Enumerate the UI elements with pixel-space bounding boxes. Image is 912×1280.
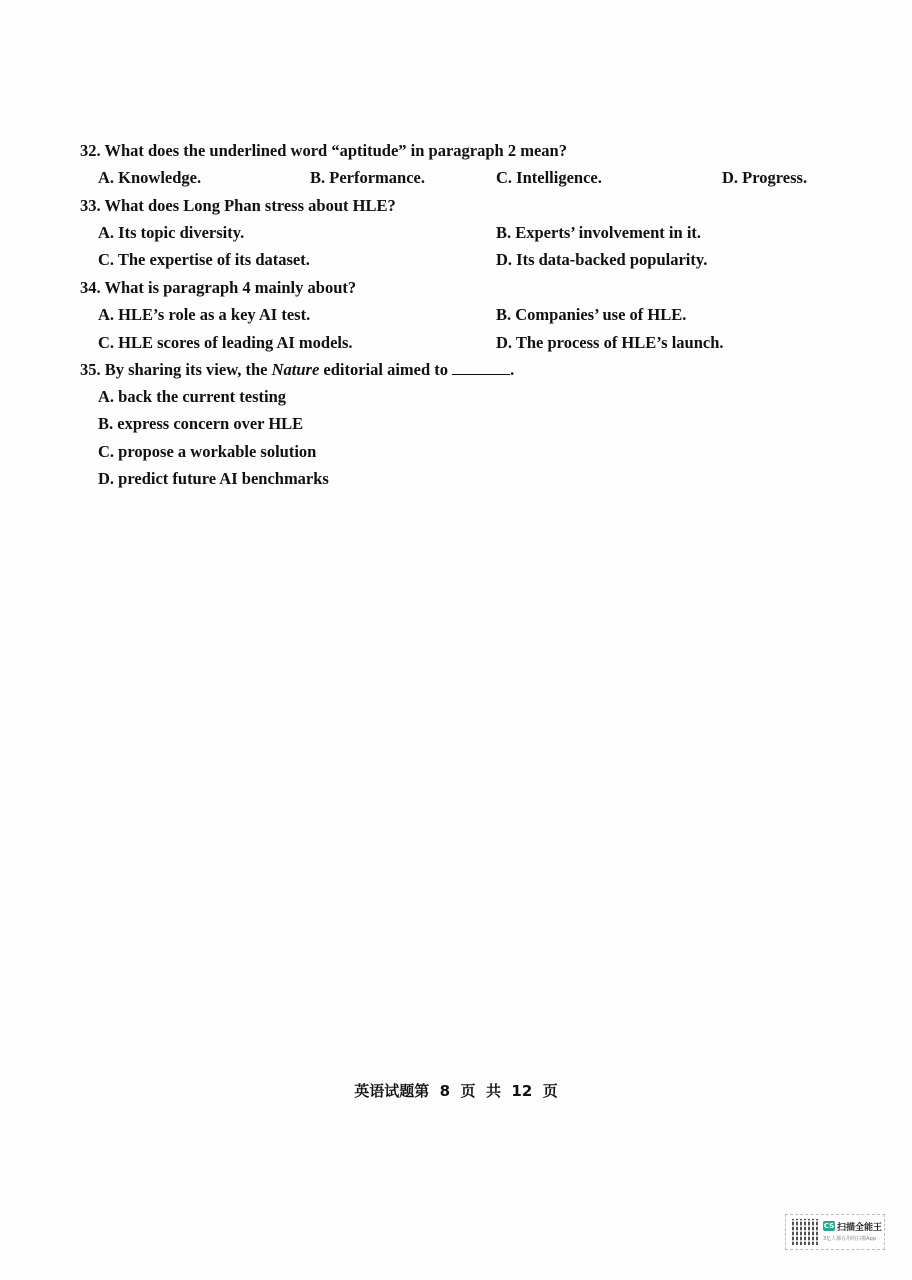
question-32-option-a: A. Knowledge. <box>98 168 202 187</box>
question-32-option-c: C. Intelligence. <box>496 168 602 187</box>
question-34-option-b: B. Companies’ use of HLE. <box>496 305 687 324</box>
question-33-option-a: A. Its topic diversity. <box>98 223 245 242</box>
answer-blank <box>452 360 510 375</box>
qr-code-icon <box>792 1219 818 1245</box>
scanner-badge-title: 扫描全能王 <box>837 1223 883 1233</box>
question-33-option-c: C. The expertise of its dataset. <box>98 250 310 269</box>
page-footer: 英语试题第 8 页 共 12 页 <box>354 1082 558 1100</box>
question-35-option-d: D. predict future AI benchmarks <box>98 469 329 488</box>
question-34-option-d: D. The process of HLE’s launch. <box>496 333 724 352</box>
question-33-option-d: D. Its data-backed popularity. <box>496 250 708 269</box>
scanner-badge-subtitle: 3亿人都在用的扫描App <box>823 1236 876 1242</box>
question-35-stem-prefix: 35. By sharing its view, the <box>80 360 272 379</box>
question-34-option-a: A. HLE’s role as a key AI test. <box>98 305 311 324</box>
question-35-option-a: A. back the current testing <box>98 387 287 406</box>
question-35-stem-italic: Nature <box>271 360 320 379</box>
question-33-stem: 33. What does Long Phan stress about HLE? <box>80 196 396 215</box>
question-35-option-b: B. express concern over HLE <box>98 414 304 433</box>
cs-logo-icon: CS <box>823 1222 835 1230</box>
question-35-stem <box>80 360 514 380</box>
question-35-stem-end: . <box>510 360 515 379</box>
question-34-stem: 34. What is paragraph 4 mainly about? <box>80 278 357 297</box>
question-33-option-b: B. Experts’ involvement in it. <box>496 223 702 242</box>
question-32-option-d: D. Progress. <box>722 168 808 187</box>
question-32-stem: 32. What does the underlined word “aptitude” in paragraph 2 mean? <box>80 141 567 160</box>
question-32-option-b: B. Performance. <box>310 168 425 187</box>
scanner-badge <box>785 1214 885 1250</box>
question-35-option-c: C. propose a workable solution <box>98 442 317 461</box>
question-35-stem-suffix: editorial aimed to <box>319 360 449 379</box>
question-34-option-c: C. HLE scores of leading AI models. <box>98 333 353 352</box>
